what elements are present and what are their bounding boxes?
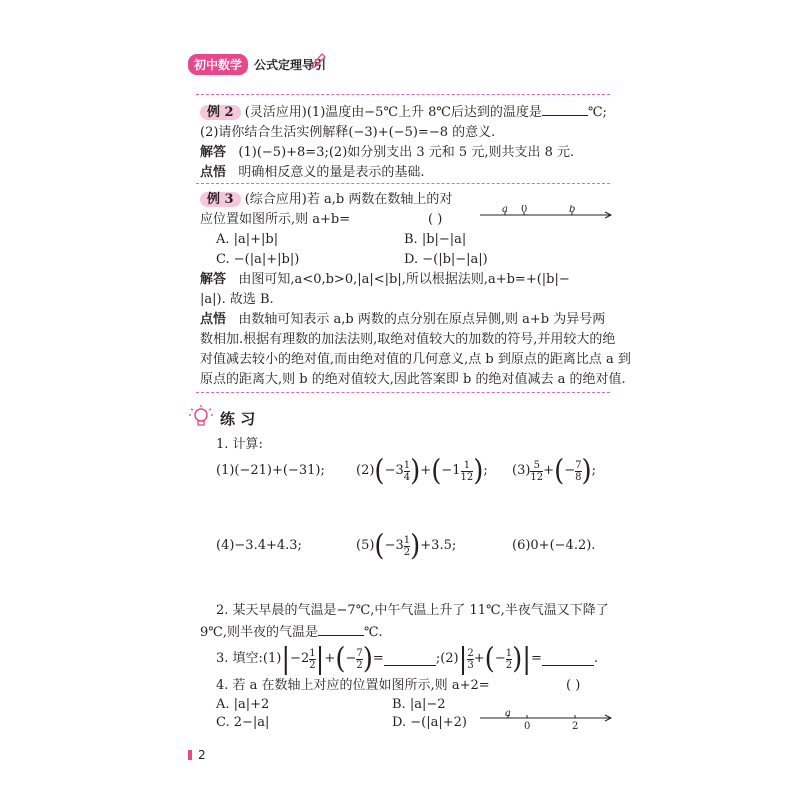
q4-option-a: A. |a|+2 — [216, 697, 270, 712]
fraction: $\frac{2}{3}$ — [467, 647, 474, 671]
q4-label-a: a — [505, 709, 511, 719]
q1-part5-int: −3 — [384, 538, 404, 553]
fraction: $\frac{1}{4}$ — [403, 459, 411, 483]
q1-part3-prefix: (3) — [512, 463, 531, 478]
q3-blank1 — [384, 653, 436, 666]
divider-bottom — [196, 392, 610, 393]
q2-line2 — [200, 623, 383, 641]
q4-option-b: B. |a|−2 — [392, 697, 446, 712]
fraction: $\frac{7}{2}$ — [356, 647, 363, 671]
header — [188, 52, 328, 74]
example3-paren: ( ) — [428, 212, 443, 227]
q3-prefix: 3. 填空:(1) — [216, 651, 282, 666]
example2-insight-text: 明确相反意义的量是表示的基础. — [238, 165, 425, 180]
example2-answer-label: 解答 — [200, 145, 227, 160]
q4-option-d: D. −(|a|+2) — [392, 715, 467, 730]
q1-part2-plus: + — [420, 463, 432, 478]
example3-insight-line3: 对值减去较小的绝对值,而由绝对值的几何意义,点 b 到原点的距离比点 a 到 — [200, 352, 631, 367]
page-number: 2 — [198, 748, 206, 762]
example3-answer-line2: |a|). 故选 B. — [200, 292, 274, 307]
q1-part5 — [356, 529, 456, 563]
q1-part2 — [356, 454, 488, 488]
example3-answer-label: 解答 — [200, 272, 227, 287]
example3-label-0: 0 — [521, 205, 528, 215]
q1-part3 — [512, 454, 596, 488]
q3 — [216, 642, 598, 676]
practice-title: 练 习 — [220, 410, 256, 428]
example2-answer-text: (1)(−5)+8=3;(2)如分别支出 3 元和 5 元,则共支出 8 元. — [238, 145, 575, 160]
example3-option-a: A. |a|+|b| — [216, 232, 279, 247]
paren-close: ) — [410, 529, 421, 563]
header-badge: 初中数学 — [188, 54, 248, 75]
example3-answer-line1: 由图可知,a<0,b>0,|a|<|b|,所以根据法则,a+b=+(|b|− — [238, 272, 570, 287]
example3-option-d: D. −(|b|−|a|) — [404, 252, 488, 267]
fraction: $\frac{1}{2}$ — [309, 647, 316, 671]
q1-part2-end: ; — [483, 463, 488, 478]
fraction: $\frac{7}{8}$ — [575, 459, 582, 483]
abs-bar-open: | — [458, 642, 468, 676]
paren-open: ( — [484, 642, 495, 676]
q1-part3-plus: + — [543, 463, 555, 478]
example3-tag: 例 3 — [200, 192, 241, 207]
example2 — [200, 103, 620, 181]
q1-part6: (6)0+(−4.2). — [512, 538, 596, 553]
paren-open: ( — [374, 454, 385, 488]
q1-part5-tail: +3.5; — [420, 538, 457, 553]
q2-line2-unit: ℃. — [363, 625, 383, 640]
example3-line1: (综合应用)若 a,b 两数在数轴上的对 — [244, 192, 453, 207]
example3-number-line — [478, 205, 613, 225]
q1-part3-sign: − — [564, 463, 576, 478]
example3-label-b: b — [569, 205, 576, 215]
example2-line1-unit: ℃; — [587, 105, 607, 120]
paren-close: ) — [512, 642, 523, 676]
abs-bar-close: | — [315, 642, 325, 676]
q1-part1: (1)(−21)+(−31); — [216, 463, 325, 478]
q1-part4: (4)−3.4+4.3; — [216, 538, 302, 553]
example3-option-b: B. |b|−|a| — [404, 232, 467, 247]
q3-d-sign: − — [494, 651, 506, 666]
paren-close: ) — [362, 642, 373, 676]
q3-b-sign: − — [345, 651, 357, 666]
divider-mid — [196, 183, 610, 184]
q4-option-c: C. 2−|a| — [216, 715, 270, 730]
paren-open: ( — [431, 454, 442, 488]
example3-insight-line2: 数相加.根据有理数的加法法则,取绝对值较大的加数的符号,并用较大的绝 — [200, 332, 616, 347]
q3-blank2 — [542, 653, 594, 666]
q3-end: . — [593, 651, 599, 666]
pencil-icon — [310, 52, 326, 74]
q4-label-0: 0 — [524, 721, 531, 731]
lightbulb-icon — [188, 404, 214, 434]
fraction: $\frac{1}{2}$ — [505, 647, 513, 671]
q3-eq2: = — [531, 651, 542, 666]
paren-close: ) — [473, 454, 484, 488]
paren-open: ( — [374, 529, 385, 563]
q1-part5-prefix: (5) — [356, 538, 375, 553]
q4-label-2: 2 — [572, 721, 579, 731]
example3-line2: 应位置如图所示,则 a+b= — [200, 212, 351, 227]
q2-line1: 2. 某天早晨的气温是−7℃,中午气温上升了 11℃,半夜气温又下降了 — [216, 603, 609, 618]
q3-plus2: + — [473, 651, 485, 666]
example2-tag: 例 2 — [200, 105, 241, 120]
page-marker — [188, 750, 192, 760]
paren-close: ) — [581, 454, 592, 488]
q1-part2-a-int: −3 — [384, 463, 404, 478]
q2-blank — [318, 623, 364, 636]
example3-insight-line1: 由数轴可知表示 a,b 两数的点分别在原点异侧,则 a+b 为异号两 — [238, 312, 606, 327]
q3-plus: + — [324, 651, 336, 666]
fraction: $\frac{1}{2}$ — [403, 534, 411, 558]
q3-eq1: = — [372, 651, 384, 666]
q4-number-line — [478, 709, 613, 731]
example2-line1: (灵活应用)(1)温度由−5℃上升 8℃后达到的温度是 — [244, 105, 542, 120]
example2-blank — [542, 103, 588, 116]
abs-bar-close: | — [522, 642, 532, 676]
example2-line2: (2)请你结合生活实例解释(−3)+(−5)=−8 的意义. — [200, 125, 496, 140]
paren-open: ( — [554, 454, 565, 488]
q1-label: 1. 计算: — [216, 437, 263, 452]
q1-part2-b-int: −1 — [441, 463, 461, 478]
divider-top — [196, 94, 610, 95]
fraction: $\frac{5}{12}$ — [530, 459, 544, 483]
paren-open: ( — [335, 642, 346, 676]
example3-insight-label: 点悟 — [200, 312, 227, 327]
q1-part3-end: ; — [591, 463, 597, 478]
fraction: $\frac{1}{12}$ — [460, 459, 474, 483]
q4-line1: 4. 若 a 在数轴上对应的位置如图所示,则 a+2= — [216, 678, 490, 693]
q2-line2-prefix: 9℃,则半夜的气温是 — [200, 625, 318, 640]
q4-paren: ( ) — [566, 678, 581, 693]
example2-insight-label: 点悟 — [200, 165, 227, 180]
header-title: 公式定理导引 — [254, 58, 327, 72]
q3-mid: ;(2) — [435, 651, 459, 666]
example3-label-a: a — [502, 205, 508, 215]
example3-option-c: C. −(|a|+|b|) — [216, 252, 300, 267]
q3-a-int: −2 — [290, 651, 310, 666]
abs-bar-open: | — [281, 642, 291, 676]
example3-insight-line4: 原点的距离大,则 b 的绝对值较大,因此答案即 b 的绝对值减去 a 的绝对值. — [200, 372, 626, 387]
q1-part2-prefix: (2) — [356, 463, 375, 478]
paren-close: ) — [410, 454, 421, 488]
